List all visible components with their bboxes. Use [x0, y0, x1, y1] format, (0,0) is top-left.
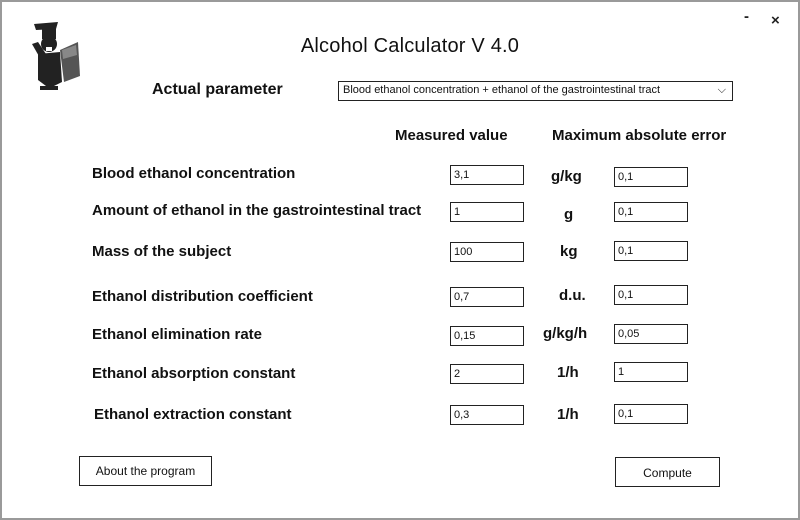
absorption-error-input[interactable]: 1 [614, 362, 688, 382]
extraction-value-input[interactable]: 0,3 [450, 405, 524, 425]
blood-ethanol-error-input[interactable]: 0,1 [614, 167, 688, 187]
extraction-error-input[interactable]: 0,1 [614, 404, 688, 424]
elimination-unit: g/kg/h [543, 325, 588, 342]
distribution-error-input[interactable]: 0,1 [614, 285, 688, 305]
gi-ethanol-error-input[interactable]: 0,1 [614, 202, 688, 222]
row-label-mass: Mass of the subject [92, 243, 232, 260]
window-title: Alcohol Calculator V 4.0 [300, 35, 520, 57]
extraction-unit: 1/h [557, 406, 579, 423]
absorption-unit: 1/h [557, 364, 579, 381]
elimination-value-input[interactable]: 0,15 [450, 326, 524, 346]
row-label-extraction: Ethanol extraction constant [94, 406, 292, 423]
blood-ethanol-unit: g/kg [551, 168, 582, 185]
mass-error-input[interactable]: 0,1 [614, 241, 688, 261]
row-label-distribution: Ethanol distribution coefficient [92, 288, 313, 305]
row-label-elimination: Ethanol elimination rate [92, 326, 263, 343]
actual-parameter-label: Actual parameter [152, 81, 283, 98]
absorption-value-input[interactable]: 2 [450, 364, 524, 384]
mass-value-input[interactable]: 100 [450, 242, 524, 262]
gi-ethanol-unit: g [564, 206, 574, 223]
row-label-blood-ethanol: Blood ethanol concentration [92, 165, 296, 182]
close-button[interactable]: × [771, 12, 780, 29]
compute-button[interactable]: Compute [615, 457, 720, 487]
max-error-header: Maximum absolute error [552, 127, 727, 144]
distribution-unit: d.u. [559, 287, 586, 304]
blood-ethanol-value-input[interactable]: 3,1 [450, 165, 524, 185]
elimination-error-input[interactable]: 0,05 [614, 324, 688, 344]
minimize-button[interactable]: - [744, 8, 749, 25]
row-label-gi-ethanol: Amount of ethanol in the gastrointestinal tract [92, 202, 422, 219]
row-label-absorption: Ethanol absorption constant [92, 365, 296, 382]
distribution-value-input[interactable]: 0,7 [450, 287, 524, 307]
measured-value-header: Measured value [395, 127, 508, 144]
actual-parameter-dropdown[interactable] [338, 81, 733, 101]
dropdown-selected-value: Blood ethanol concentration + ethanol of the gastrointestinal tract [343, 84, 661, 96]
about-program-button[interactable]: About the program [79, 456, 212, 486]
gi-ethanol-value-input[interactable]: 1 [450, 202, 524, 222]
chevron-down-icon: ⌵ [717, 84, 726, 96]
mass-unit: kg [560, 243, 578, 260]
